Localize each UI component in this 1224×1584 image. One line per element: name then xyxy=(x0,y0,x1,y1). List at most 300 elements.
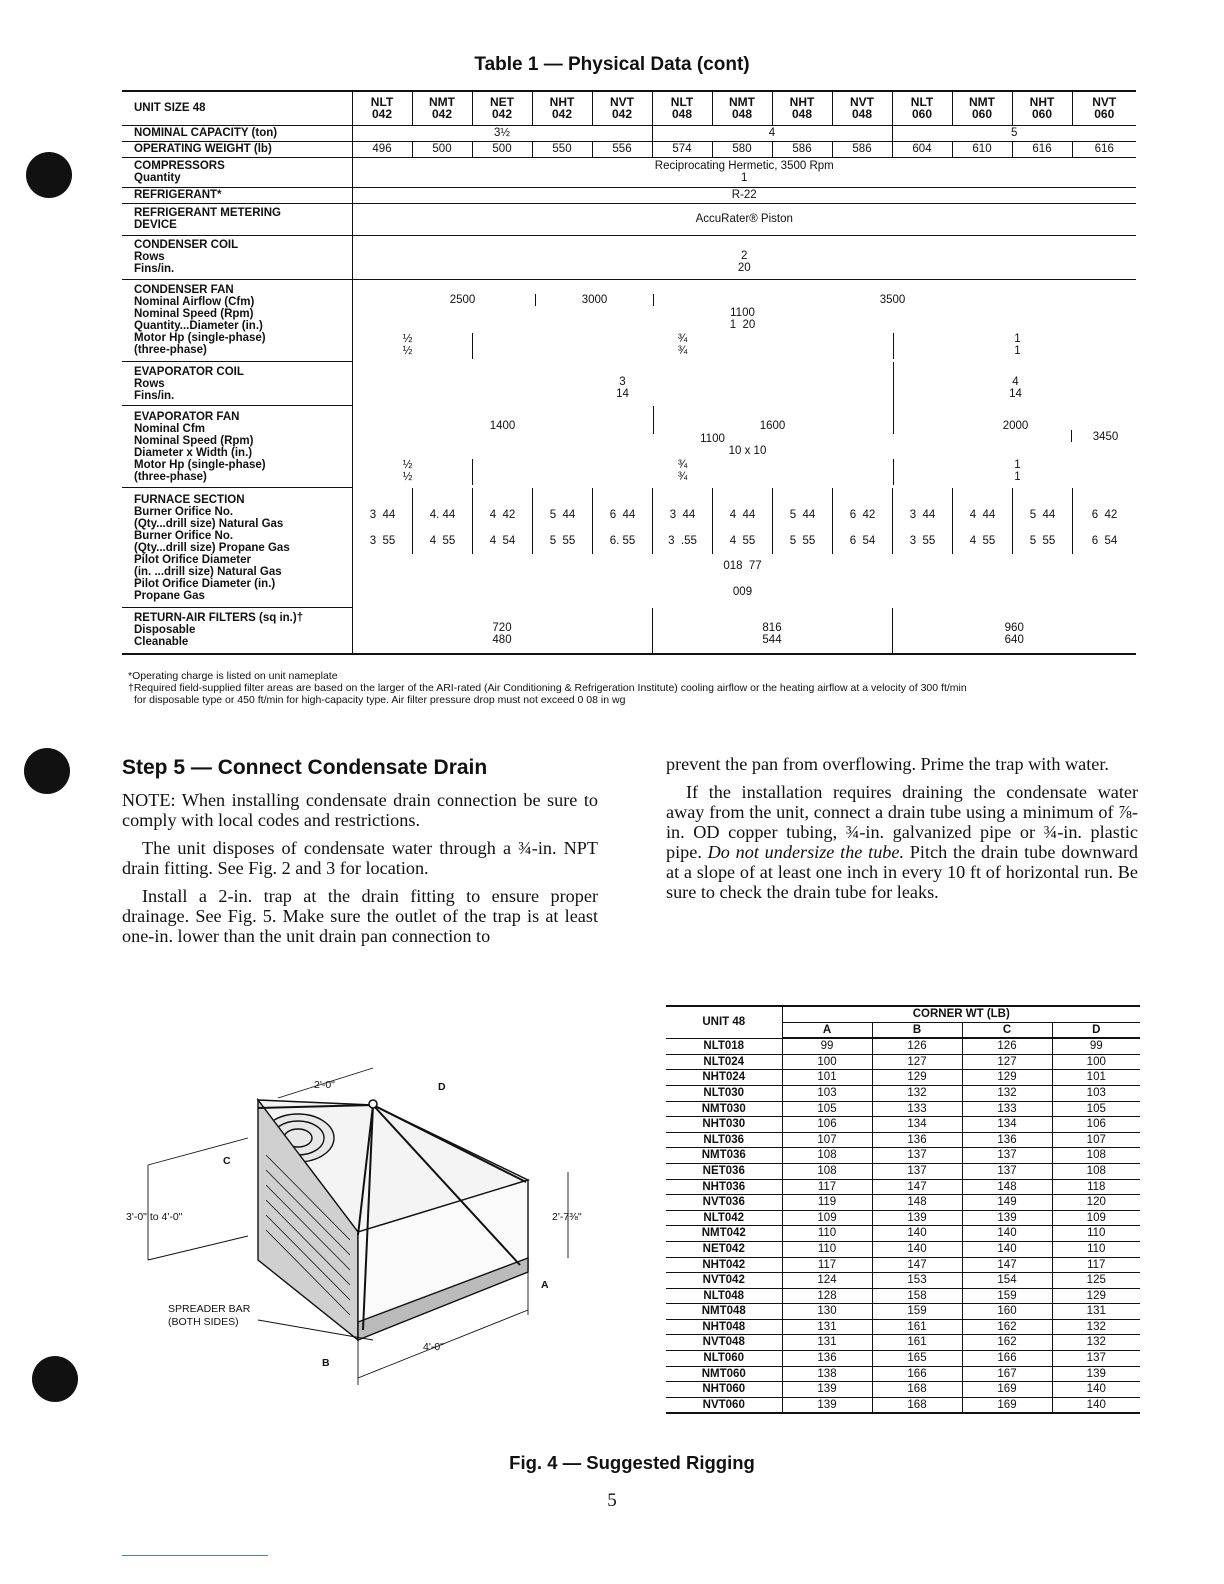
weight-cell: 137 xyxy=(872,1163,962,1179)
table-title: Table 1 — Physical Data (cont) xyxy=(474,54,750,75)
unit-cell: NHT024 xyxy=(666,1070,782,1086)
weight-cell: 140 xyxy=(1052,1397,1140,1413)
compressors-row xyxy=(122,157,1136,187)
weight-cell: 165 xyxy=(872,1351,962,1367)
cond-speed: 1100 xyxy=(730,306,755,319)
burner-natural: 4 42 xyxy=(489,508,516,521)
text-column-left xyxy=(122,790,598,954)
weight-cell: 117 xyxy=(1052,1257,1140,1273)
evap-fan-values xyxy=(352,406,1136,488)
unit-size-label: UNIT SIZE 48 xyxy=(122,91,352,125)
dim-top: 2'-0" xyxy=(314,1079,335,1091)
table-row xyxy=(666,1397,1140,1413)
weight-cell: 110 xyxy=(1052,1241,1140,1257)
unit-cell: NHT036 xyxy=(666,1179,782,1195)
capacity-value: 5 xyxy=(892,125,1136,141)
table-row xyxy=(666,1257,1140,1273)
dim-bottom: 4'-0" xyxy=(423,1341,444,1353)
unit-cell: NET042 xyxy=(666,1241,782,1257)
metering-value: AccuRater® Piston xyxy=(352,203,1136,235)
weight-cell: 134 xyxy=(872,1117,962,1133)
weight-cell: 127 xyxy=(962,1054,1052,1070)
burner-propane: 6. 55 xyxy=(609,534,636,547)
table-row xyxy=(666,1241,1140,1257)
unit-cell: NVT060 xyxy=(666,1397,782,1413)
divider xyxy=(1071,430,1072,442)
condenser-coil-row xyxy=(122,235,1136,279)
weight-value: 586 xyxy=(832,141,892,157)
footnote: *Operating charge is listed on unit nameplate xyxy=(128,670,338,682)
weight-value: 580 xyxy=(712,141,772,157)
weight-cell: 108 xyxy=(1052,1163,1140,1179)
weight-cell: 136 xyxy=(872,1132,962,1148)
weight-cell: 128 xyxy=(782,1288,872,1304)
unit-col: NHT 060 xyxy=(1012,91,1072,125)
table-row xyxy=(666,1273,1140,1289)
weight-cell: 126 xyxy=(962,1038,1052,1054)
unit-col: NLT 042 xyxy=(352,91,412,125)
corner-weight-rows xyxy=(666,1038,1140,1413)
filters-value: 720 480 xyxy=(352,608,652,654)
weight-cell: 148 xyxy=(872,1195,962,1211)
metering-row xyxy=(122,203,1136,235)
burner-natural: 4. 44 xyxy=(429,508,456,521)
table-row xyxy=(666,1304,1140,1320)
spreader-line-1: SPREADER BAR xyxy=(168,1303,251,1315)
refrigerant-row xyxy=(122,187,1136,203)
weight-cell: 161 xyxy=(872,1335,962,1351)
weight-cell: 129 xyxy=(872,1070,962,1086)
unit-col: NVT 060 xyxy=(1072,91,1136,125)
table-row xyxy=(666,1288,1140,1304)
unit-col: NMT 042 xyxy=(412,91,472,125)
weight-cell: 133 xyxy=(962,1101,1052,1117)
spreader-line-2: (BOTH SIDES) xyxy=(168,1316,239,1328)
weight-cell: 117 xyxy=(782,1257,872,1273)
weight-cell: 110 xyxy=(782,1241,872,1257)
weight-cell: 109 xyxy=(1052,1210,1140,1226)
weight-cell: 106 xyxy=(1052,1117,1140,1133)
burner-natural: 6 42 xyxy=(1091,508,1118,521)
unit-col: NET 042 xyxy=(472,91,532,125)
unit-cell: NHT048 xyxy=(666,1319,782,1335)
weight-cell: 162 xyxy=(962,1335,1052,1351)
weight-value: 616 xyxy=(1072,141,1136,157)
divider xyxy=(592,488,593,554)
dim-left: 3'-0" to 4'-0" xyxy=(126,1211,183,1223)
weight-cell: 108 xyxy=(782,1163,872,1179)
unit-header: UNIT 48 xyxy=(666,1006,782,1038)
weight-cell: 110 xyxy=(782,1226,872,1242)
weight-cell: 139 xyxy=(1052,1366,1140,1382)
divider xyxy=(653,406,654,434)
corner-weight-table xyxy=(666,1005,1140,1414)
compressors-value: Reciprocating Hermetic, 3500 Rpm 1 xyxy=(352,157,1136,187)
table-row xyxy=(666,1054,1140,1070)
cond-motor-hp-b: ¾ ¾ xyxy=(677,332,688,357)
lift-point xyxy=(369,1100,377,1108)
furnace-row xyxy=(122,488,1136,608)
weight-cell: 132 xyxy=(1052,1319,1140,1335)
burner-natural: 5 44 xyxy=(789,508,816,521)
burner-natural: 3 44 xyxy=(669,508,696,521)
weight-cell: 132 xyxy=(1052,1335,1140,1351)
evap-cfm-c: 2000 xyxy=(1002,419,1029,432)
weight-cell: 161 xyxy=(872,1319,962,1335)
divider xyxy=(832,488,833,554)
cond-airflow-c: 3500 xyxy=(879,293,906,306)
table-row xyxy=(666,1210,1140,1226)
filters-value: 816 544 xyxy=(652,608,892,654)
evap-speed: 1100 xyxy=(700,432,725,445)
weight-cell: 148 xyxy=(962,1179,1052,1195)
burner-natural: 6 44 xyxy=(609,508,636,521)
weight-cell: 137 xyxy=(962,1148,1052,1164)
weight-cell: 125 xyxy=(1052,1273,1140,1289)
unit-cell: NHT060 xyxy=(666,1382,782,1398)
paragraph: prevent the pan from overflowing. Prime the trap with water. xyxy=(666,754,1109,774)
evap-cfm-d: 3450 xyxy=(1092,430,1119,443)
furnace-values xyxy=(352,488,1136,608)
weight-cell: 99 xyxy=(1052,1038,1140,1054)
divider xyxy=(412,488,413,554)
unit-cell: NHT042 xyxy=(666,1257,782,1273)
unit-cell: NVT036 xyxy=(666,1195,782,1211)
burner-propane: 5 55 xyxy=(789,534,816,547)
filters-row xyxy=(122,608,1136,654)
unit-cell: NMT060 xyxy=(666,1366,782,1382)
table-row xyxy=(666,1163,1140,1179)
unit-cell: NLT024 xyxy=(666,1054,782,1070)
divider xyxy=(1012,488,1013,554)
table-row xyxy=(666,1132,1140,1148)
weight-cell: 131 xyxy=(782,1335,872,1351)
column-header: D xyxy=(1052,1022,1140,1038)
divider xyxy=(652,488,653,554)
weight-cell: 137 xyxy=(962,1163,1052,1179)
row-label: NOMINAL CAPACITY (ton) xyxy=(122,125,352,141)
row-label: EVAPORATOR COIL Rows Fins/in. xyxy=(122,362,352,406)
weight-value: 586 xyxy=(772,141,832,157)
weight-cell: 160 xyxy=(962,1304,1052,1320)
unit-col: NVT 048 xyxy=(832,91,892,125)
table-row xyxy=(666,1319,1140,1335)
divider xyxy=(472,333,473,359)
footer-rule xyxy=(122,1555,268,1556)
operating-weight-row xyxy=(122,141,1136,157)
evap-coil-values xyxy=(352,362,1136,406)
unit-cell: NMT048 xyxy=(666,1304,782,1320)
spreader-bar-label xyxy=(168,1303,253,1328)
unit-cell: NLT048 xyxy=(666,1288,782,1304)
weight-cell: 117 xyxy=(782,1179,872,1195)
weight-cell: 129 xyxy=(962,1070,1052,1086)
evaporator-fan-row xyxy=(122,406,1136,488)
weight-cell: 140 xyxy=(872,1241,962,1257)
weight-cell: 134 xyxy=(962,1117,1052,1133)
burner-natural: 4 44 xyxy=(729,508,756,521)
table-row xyxy=(666,1195,1140,1211)
weight-cell: 131 xyxy=(1052,1304,1140,1320)
burner-natural: 4 44 xyxy=(969,508,996,521)
weight-cell: 154 xyxy=(962,1273,1052,1289)
divider xyxy=(1072,488,1073,554)
unit-cell: NMT030 xyxy=(666,1101,782,1117)
evap-cfm-a: 1400 xyxy=(489,419,516,432)
burner-natural: 5 44 xyxy=(1029,508,1056,521)
divider xyxy=(893,406,894,434)
burner-propane: 5 55 xyxy=(549,534,576,547)
weight-cell: 147 xyxy=(872,1257,962,1273)
burner-propane: 3 55 xyxy=(909,534,936,547)
weight-cell: 168 xyxy=(872,1397,962,1413)
weight-cell: 133 xyxy=(872,1101,962,1117)
unit-cell: NVT048 xyxy=(666,1335,782,1351)
weight-value: 496 xyxy=(352,141,412,157)
weight-cell: 105 xyxy=(1052,1101,1140,1117)
table-row xyxy=(666,1382,1140,1398)
weight-cell: 166 xyxy=(872,1366,962,1382)
weight-cell: 153 xyxy=(872,1273,962,1289)
row-label: RETURN-AIR FILTERS (sq in.)† Disposable Cleanable xyxy=(122,608,352,654)
cond-airflow-a: 2500 xyxy=(449,293,476,306)
weight-cell: 139 xyxy=(872,1210,962,1226)
footnote: †Required field-supplied filter areas are based on the larger of the ARI-rated (Air Conditioning & Refrigeration Institute) cooling airflow or the heating airflow at a velocity of 300 ft/min xyxy=(128,682,967,694)
weight-cell: 100 xyxy=(1052,1054,1140,1070)
row-label: FURNACE SECTION Burner Orifice No. (Qty...drill size) Natural Gas Burner Orifice No. (Qty...drill size) Propane Gas Pilot Orifice Diameter (in. ...drill size) Natural Gas Pilot Orifice Diameter (in.) Propane Gas xyxy=(122,488,352,608)
weight-value: 604 xyxy=(892,141,952,157)
corner-label-b: B xyxy=(322,1357,330,1369)
weight-value: 574 xyxy=(652,141,712,157)
paragraph-text: Pitch the drain tube downward at a slope of at least one inch in every 10 ft of horizontal run. Be sure to check the drain tube for leaks. xyxy=(666,842,1138,902)
cond-qty-diameter: 1 20 xyxy=(729,318,756,331)
row-label: EVAPORATOR FAN Nominal Cfm Nominal Speed (Rpm) Diameter x Width (in.) Motor Hp (single-phase) (three-phase) xyxy=(122,406,352,488)
table-row xyxy=(666,1351,1140,1367)
weight-cell: 118 xyxy=(1052,1179,1140,1195)
weight-cell: 140 xyxy=(872,1226,962,1242)
unit-cell: NLT030 xyxy=(666,1085,782,1101)
column-header: C xyxy=(962,1022,1052,1038)
column-header: B xyxy=(872,1022,962,1038)
divider xyxy=(653,294,654,306)
weight-cell: 107 xyxy=(782,1132,872,1148)
unit-cell: NMT042 xyxy=(666,1226,782,1242)
unit-col: NLT 048 xyxy=(652,91,712,125)
burner-propane: 4 55 xyxy=(729,534,756,547)
unit-col: NHT 048 xyxy=(772,91,832,125)
paragraph: NOTE: When installing condensate drain connection be sure to comply with local codes and restrictions. xyxy=(122,790,598,830)
unit-size-row xyxy=(122,91,1136,125)
weight-cell: 159 xyxy=(962,1288,1052,1304)
weight-cell: 147 xyxy=(872,1179,962,1195)
evaporator-coil-row xyxy=(122,362,1136,406)
weight-cell: 139 xyxy=(782,1382,872,1398)
weight-cell: 101 xyxy=(782,1070,872,1086)
unit-cell: NHT030 xyxy=(666,1117,782,1133)
weight-cell: 136 xyxy=(962,1132,1052,1148)
figure-caption: Fig. 4 — Suggested Rigging xyxy=(509,1452,755,1473)
unit-col: NMT 048 xyxy=(712,91,772,125)
table-row xyxy=(666,1070,1140,1086)
table-row xyxy=(666,1148,1140,1164)
binder-hole-middle xyxy=(24,748,70,794)
weight-cell: 107 xyxy=(1052,1132,1140,1148)
unit-col: NHT 042 xyxy=(532,91,592,125)
burner-propane: 4 55 xyxy=(429,534,456,547)
weight-cell: 140 xyxy=(962,1241,1052,1257)
divider xyxy=(772,488,773,554)
divider xyxy=(532,488,533,554)
cond-airflow-b: 3000 xyxy=(581,293,608,306)
row-label: CONDENSER COIL Rows Fins/in. xyxy=(122,235,352,279)
weight-cell: 147 xyxy=(962,1257,1052,1273)
evap-coil-b: 4 14 xyxy=(1009,375,1022,400)
evap-cfm-b: 1600 xyxy=(759,419,786,432)
table-row xyxy=(666,1179,1140,1195)
unit-cell: NLT036 xyxy=(666,1132,782,1148)
weight-cell: 168 xyxy=(872,1382,962,1398)
weight-cell: 110 xyxy=(1052,1226,1140,1242)
capacity-value: 4 xyxy=(652,125,892,141)
burner-propane: 6 54 xyxy=(849,534,876,547)
weight-value: 500 xyxy=(472,141,532,157)
row-label: REFRIGERANT METERING DEVICE xyxy=(122,203,352,235)
weight-cell: 130 xyxy=(782,1304,872,1320)
nominal-capacity-row xyxy=(122,125,1136,141)
weight-cell: 167 xyxy=(962,1366,1052,1382)
unit-col: NLT 060 xyxy=(892,91,952,125)
unit-cell: NLT042 xyxy=(666,1210,782,1226)
evap-motor-hp-a: ½ ½ xyxy=(402,458,413,483)
burner-natural: 5 44 xyxy=(549,508,576,521)
weight-cell: 169 xyxy=(962,1382,1052,1398)
refrigerant-value: R-22 xyxy=(352,187,1136,203)
divider xyxy=(893,333,894,359)
table-row xyxy=(666,1038,1140,1054)
corner-label-a: A xyxy=(541,1279,549,1291)
divider xyxy=(535,294,536,306)
capacity-value: 3½ xyxy=(352,125,652,141)
evap-coil-a: 3 14 xyxy=(616,375,629,400)
weight-value: 610 xyxy=(952,141,1012,157)
condenser-fan-values xyxy=(352,279,1136,362)
footnote: for disposable type or 450 ft/min for high-capacity type. Air filter pressure drop must not exceed 0 08 in wg xyxy=(134,694,626,706)
weight-value: 550 xyxy=(532,141,592,157)
weight-cell: 108 xyxy=(782,1148,872,1164)
weight-cell: 124 xyxy=(782,1273,872,1289)
weight-cell: 159 xyxy=(872,1304,962,1320)
unit-col: NVT 042 xyxy=(592,91,652,125)
condenser-coil-value: 2 20 xyxy=(352,235,1136,279)
filters-value: 960 640 xyxy=(892,608,1136,654)
weight-cell: 166 xyxy=(962,1351,1052,1367)
evap-motor-hp-b: ¾ ¾ xyxy=(677,458,688,483)
weight-cell: 136 xyxy=(782,1351,872,1367)
unit-cell: NMT036 xyxy=(666,1148,782,1164)
table-row xyxy=(666,1335,1140,1351)
rigging-figure xyxy=(118,1060,618,1400)
row-label: CONDENSER FAN Nominal Airflow (Cfm) Nominal Speed (Rpm) Quantity...Diameter (in.) Motor Hp (single-phase) (three-phase) xyxy=(122,279,352,362)
row-label: OPERATING WEIGHT (lb) xyxy=(122,141,352,157)
table-row xyxy=(666,1226,1140,1242)
weight-cell: 137 xyxy=(1052,1351,1140,1367)
physical-data-table xyxy=(122,90,1136,655)
weight-value: 556 xyxy=(592,141,652,157)
weight-cell: 103 xyxy=(782,1085,872,1101)
section-heading: Step 5 — Connect Condensate Drain xyxy=(122,756,488,779)
cond-motor-hp-c: 1 1 xyxy=(1014,332,1021,357)
burner-propane: 4 55 xyxy=(969,534,996,547)
text-column-right xyxy=(666,754,1138,910)
weight-cell: 132 xyxy=(872,1085,962,1101)
divider xyxy=(952,488,953,554)
divider xyxy=(893,362,894,406)
weight-cell: 140 xyxy=(1052,1382,1140,1398)
unit-col: NMT 060 xyxy=(952,91,1012,125)
table-row xyxy=(666,1366,1140,1382)
dim-right: 2'-7⅜" xyxy=(552,1211,582,1223)
weight-cell: 108 xyxy=(1052,1148,1140,1164)
weight-cell: 131 xyxy=(782,1319,872,1335)
weight-cell: 129 xyxy=(1052,1288,1140,1304)
unit-cell: NLT060 xyxy=(666,1351,782,1367)
corner-label-c: C xyxy=(223,1155,231,1167)
row-label: COMPRESSORS Quantity xyxy=(122,157,352,187)
column-header: A xyxy=(782,1022,872,1038)
table-row xyxy=(666,1085,1140,1101)
row-label: REFRIGERANT* xyxy=(122,187,352,203)
burner-natural: 6 42 xyxy=(849,508,876,521)
unit-cell: NET036 xyxy=(666,1163,782,1179)
burner-propane: 6 54 xyxy=(1091,534,1118,547)
evap-dia-width: 10 x 10 xyxy=(728,444,767,457)
page-number: 5 xyxy=(607,1490,617,1511)
weight-cell: 140 xyxy=(962,1226,1052,1242)
binder-hole-bottom xyxy=(32,1356,78,1402)
condenser-fan-row xyxy=(122,279,1136,362)
emphasis-text: Do not undersize the tube. xyxy=(707,842,905,862)
weight-cell: 162 xyxy=(962,1319,1052,1335)
unit-cell: NVT042 xyxy=(666,1273,782,1289)
burner-propane: 5 55 xyxy=(1029,534,1056,547)
weight-cell: 132 xyxy=(962,1085,1052,1101)
weight-cell: 119 xyxy=(782,1195,872,1211)
burner-natural: 3 44 xyxy=(369,508,396,521)
burner-natural: 3 44 xyxy=(909,508,936,521)
weight-cell: 105 xyxy=(782,1101,872,1117)
weight-cell: 109 xyxy=(782,1210,872,1226)
burner-propane: 3 .55 xyxy=(668,534,697,547)
table-footnotes xyxy=(128,670,1138,706)
weight-cell: 120 xyxy=(1052,1195,1140,1211)
divider xyxy=(472,488,473,554)
weight-value: 616 xyxy=(1012,141,1072,157)
corner-wt-header: CORNER WT (LB) xyxy=(782,1006,1140,1022)
pilot-natural: 018 77 xyxy=(723,559,762,572)
weight-cell: 100 xyxy=(782,1054,872,1070)
weight-value: 500 xyxy=(412,141,472,157)
weight-cell: 139 xyxy=(962,1210,1052,1226)
weight-cell: 138 xyxy=(782,1366,872,1382)
paragraph-text: If the installation requires draining the condensate water away from the unit, connect a drain tube using a minimum of ⅞-in. OD copper tubing, ¾-in. galvanized pipe or ¾-in. plastic pipe. xyxy=(666,782,1138,862)
weight-cell: 137 xyxy=(872,1148,962,1164)
weight-cell: 106 xyxy=(782,1117,872,1133)
burner-propane: 4 54 xyxy=(489,534,516,547)
divider xyxy=(472,459,473,485)
evap-motor-hp-c: 1 1 xyxy=(1014,458,1021,483)
weight-cell: 99 xyxy=(782,1038,872,1054)
weight-cell: 139 xyxy=(782,1397,872,1413)
